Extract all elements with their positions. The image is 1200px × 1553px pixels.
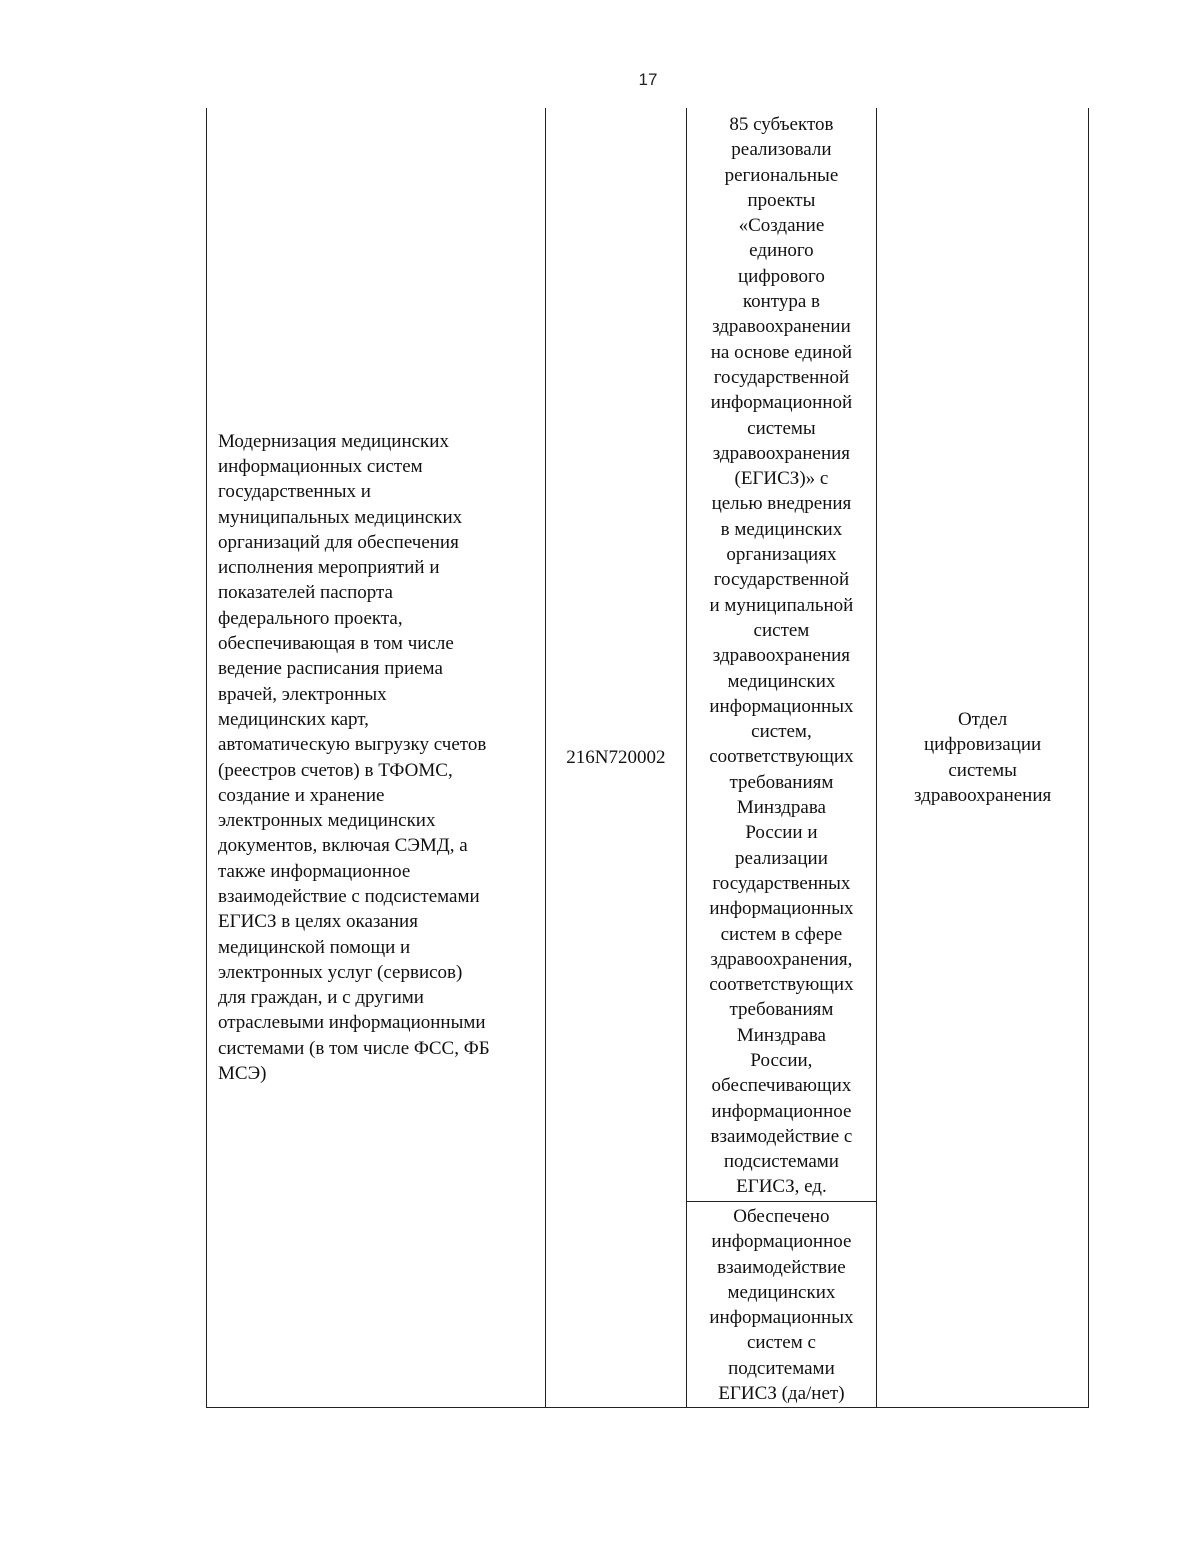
department-cell [877, 108, 1089, 1408]
responsible-department: Отдел цифровизации системы здравоохранения [914, 708, 1052, 806]
measures-table [206, 108, 1089, 1408]
indicator-regional-projects: 85 субъектов реализовали региональные проекты «Создание единого цифрового контура в здравоохранении на основе единой государственной информационной системы здравоохранения (ЕГИСЗ)» с целью внедрения в медицинских организациях государственной и муниципальной систем здравоохранения медицинских информационных систем, соответствующих требованиям Минздрава России и реализации государственных информационных систем в сфере здравоохранения, соответствующих требованиям Минздрава России, обеспечивающих информационное взаимодействие с подсистемами ЕГИСЗ, ед. [687, 108, 877, 1202]
page-number: 17 [638, 70, 658, 89]
table-row [207, 108, 1089, 1408]
measure-description: Модернизация медицинских информационных систем государственных и муниципальных медицинских организаций для обеспечения исполнения мероприятий и показателей паспорта федерального проекта, обеспечивающая в том числе ведение расписания приема врачей, электронных медицинских карт, автоматическую выгрузку счетов (реестров счетов) в ТФОМС, создание и хранение электронных медицинских документов, включая СЭМД, а также информационное взаимодействие с подсистемами ЕГИСЗ в целях оказания медицинской помощи и электронных услуг (сервисов) для граждан, и с другими отраслевыми информационными системами (в том числе ФСС, ФБ МСЭ) [218, 430, 490, 1085]
measure-code: 216N720002 [566, 746, 666, 768]
description-cell [207, 108, 546, 1408]
code-cell [546, 108, 686, 1408]
indicators-cell [686, 108, 877, 1408]
indicator-information-interaction: Обеспечено информационное взаимодействие медицинских информационных систем с подситемами ЕГИСЗ (да/нет) [709, 1206, 854, 1405]
